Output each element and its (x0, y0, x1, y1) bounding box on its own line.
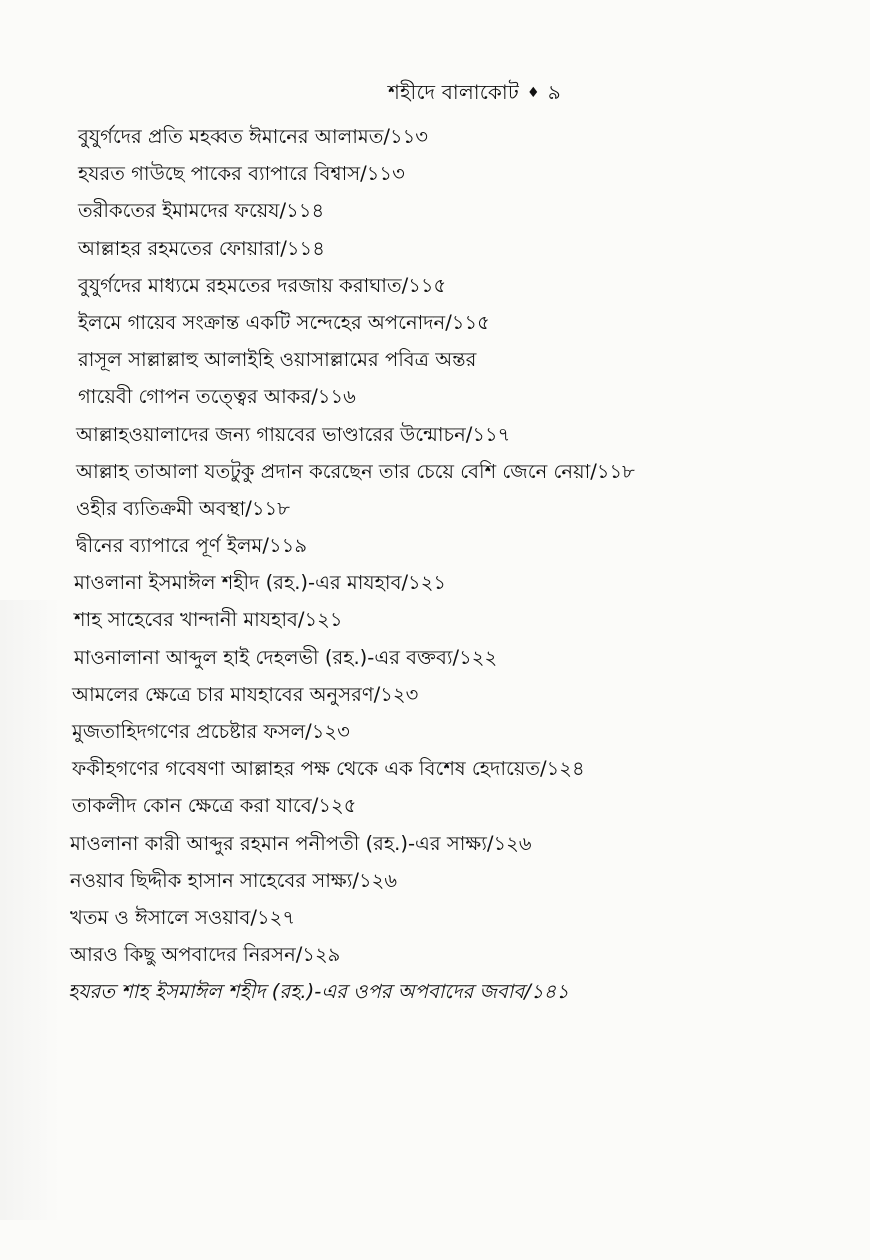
toc-entry: বুযুর্গদের প্রতি মহব্বত ঈমানের আলামত/১১৩ (78, 125, 429, 148)
toc-entry: মাওলানা ইসমাঈল শহীদ (রহ.)-এর মাযহাব/১২১ (74, 571, 447, 595)
toc-entry: তরীকতের ইমামদের ফয়েয/১১৪ (78, 199, 325, 223)
toc-entry: আরও কিছু অপবাদের নিরসন/১২৯ (70, 943, 341, 967)
toc-entry: বুযুর্গদের মাধ্যমে রহমতের দরজায় করাঘাত/১১৫ (78, 273, 447, 297)
toc-entry: ফকীহগণের গবেষণা আল্লাহর পক্ষ থেকে এক বিশেষ হেদায়েত/১২৪ (72, 757, 585, 781)
toc-entry: আমলের ক্ষেত্রে চার মাযহাবের অনুসরণ/১২৩ (72, 682, 419, 706)
toc-entry: আল্লাহ তাআলা যতটুকু প্রদান করেছেন তার চেয়ে বেশি জেনে নেয়া/১১৮ (76, 459, 635, 483)
toc-entry: হযরত গাউছে পাকের ব্যাপারে বিশ্বাস/১১৩ (78, 162, 405, 186)
toc-entry: নওয়াব ছিদ্দীক হাসান সাহেবের সাক্ষ্য/১২৬ (70, 868, 398, 892)
table-of-contents (0, 118, 870, 1011)
running-header (388, 78, 561, 111)
toc-entry: ওহীর ব্যতিক্রমী অবস্থা/১১৮ (76, 496, 290, 520)
toc-entry: মাওলানা কারী আব্দুর রহমান পনীপতী (রহ.)-এর সাক্ষ্য/১২৬ (70, 831, 532, 855)
toc-entry: গায়েবী গোপন তত্ত্বের আকর/১১৬ (78, 385, 356, 409)
toc-entry: রাসূল সাল্লাল্লাহু আলাইহি ওয়াসাল্লামের পবিত্র অন্তর (78, 348, 477, 372)
diamond-separator-icon: ♦ (526, 85, 540, 101)
toc-entry: হযরত শাহ ইসমাঈল শহীদ (রহ.)-এর ওপর অপবাদের জবাব/১৪১ (68, 980, 569, 1004)
running-title: শহীদে বালাকোট (388, 80, 519, 104)
toc-entry: আল্লাহর রহমতের ফোয়ারা/১১৪ (78, 236, 325, 260)
toc-entry: মুজতাহিদগণের প্রচেষ্টার ফসল/১২৩ (72, 720, 350, 743)
toc-entry: আল্লাহওয়ালাদের জন্য গায়বের ভাণ্ডারের উন্মোচন/১১৭ (76, 422, 511, 446)
toc-entry: খতম ও ঈসালে সওয়াব/১২৭ (70, 905, 296, 929)
toc-entry: শাহ সাহেবের খান্দানী মাযহাব/১২১ (74, 608, 343, 632)
toc-entry: ইলমে গায়েব সংক্রান্ত একটি সন্দেহের অপনোদন/১১৫ (78, 310, 490, 334)
toc-entry: দ্বীনের ব্যাপারে পূর্ণ ইলম/১১৯ (76, 534, 308, 558)
page-number: ৯ (547, 80, 561, 104)
toc-entry: মাওনালানা আব্দুল হাই দেহলভী (রহ.)-এর বক্তব্য/১২২ (74, 645, 498, 669)
toc-entry: তাকলীদ কোন ক্ষেত্রে করা যাবে/১২৫ (72, 794, 357, 818)
